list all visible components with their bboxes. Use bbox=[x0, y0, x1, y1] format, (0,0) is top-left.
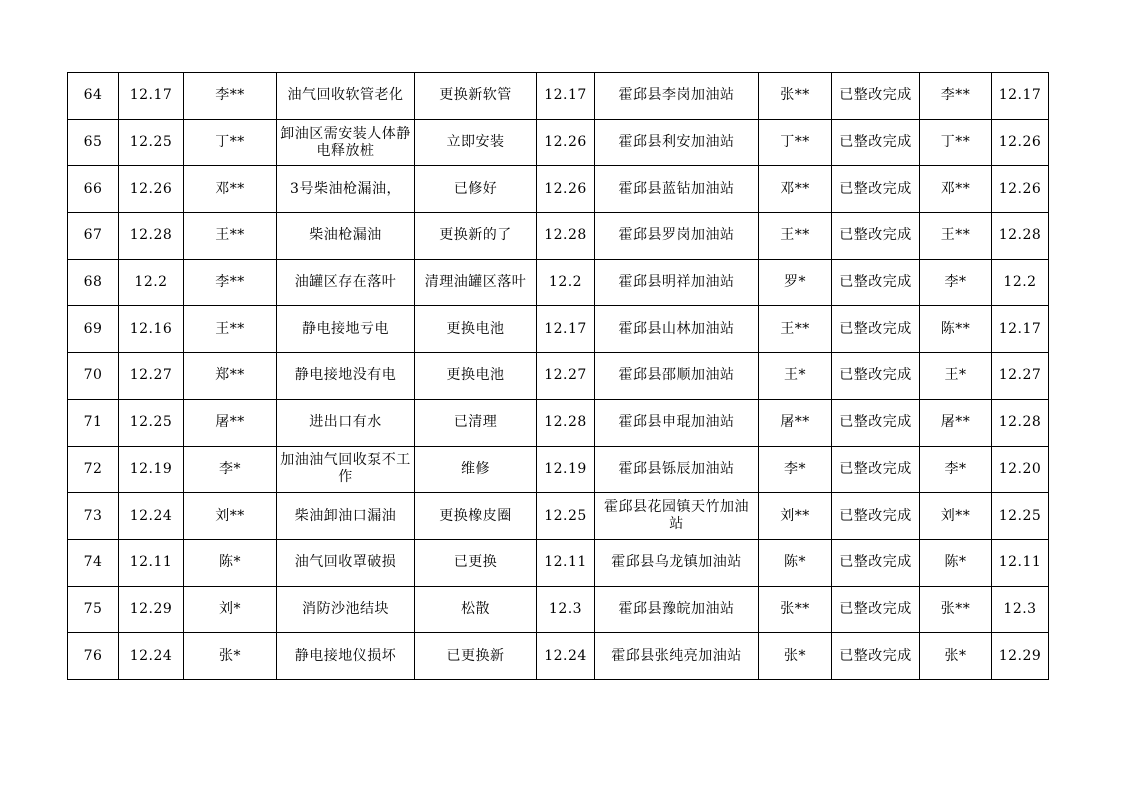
verify-date-cell: 12.28 bbox=[992, 399, 1049, 446]
verify-date-cell: 12.25 bbox=[992, 493, 1049, 540]
found-date-cell: 12.17 bbox=[119, 73, 184, 120]
verify-date-cell: 12.17 bbox=[992, 73, 1049, 120]
verifier-cell: 王* bbox=[920, 353, 992, 400]
status-cell: 已整改完成 bbox=[832, 539, 920, 586]
verifier-cell: 丁** bbox=[920, 119, 992, 166]
status-cell: 已整改完成 bbox=[832, 633, 920, 680]
finder-cell: 郑** bbox=[184, 353, 277, 400]
issue-cell: 卸油区需安装人体静电释放桩 bbox=[277, 119, 415, 166]
row-number-cell: 68 bbox=[68, 259, 119, 306]
found-date-cell: 12.24 bbox=[119, 493, 184, 540]
action-cell: 立即安装 bbox=[415, 119, 537, 166]
status-cell: 已整改完成 bbox=[832, 259, 920, 306]
status-cell: 已整改完成 bbox=[832, 166, 920, 213]
issue-cell: 油气回收软管老化 bbox=[277, 73, 415, 120]
action-cell: 更换电池 bbox=[415, 353, 537, 400]
station-cell: 霍邱县乌龙镇加油站 bbox=[595, 539, 759, 586]
verify-date-cell: 12.20 bbox=[992, 446, 1049, 493]
fix-date-cell: 12.17 bbox=[537, 306, 595, 353]
finder-cell: 张* bbox=[184, 633, 277, 680]
verifier-cell: 刘** bbox=[920, 493, 992, 540]
station-cell: 霍邱县李岗加油站 bbox=[595, 73, 759, 120]
table-row bbox=[68, 586, 1049, 633]
fix-date-cell: 12.28 bbox=[537, 399, 595, 446]
action-cell: 已更换 bbox=[415, 539, 537, 586]
action-cell: 更换新软管 bbox=[415, 73, 537, 120]
fix-date-cell: 12.26 bbox=[537, 166, 595, 213]
status-cell: 已整改完成 bbox=[832, 213, 920, 260]
finder-cell: 丁** bbox=[184, 119, 277, 166]
row-number-cell: 75 bbox=[68, 586, 119, 633]
issue-cell: 进出口有水 bbox=[277, 399, 415, 446]
finder-cell: 王** bbox=[184, 213, 277, 260]
table-row bbox=[68, 633, 1049, 680]
rectification-table bbox=[67, 72, 1049, 680]
station-cell: 霍邱县张纯亮加油站 bbox=[595, 633, 759, 680]
verify-date-cell: 12.2 bbox=[992, 259, 1049, 306]
fix-date-cell: 12.25 bbox=[537, 493, 595, 540]
finder-cell: 屠** bbox=[184, 399, 277, 446]
fix-date-cell: 12.2 bbox=[537, 259, 595, 306]
action-cell: 清理油罐区落叶 bbox=[415, 259, 537, 306]
finder-cell: 陈* bbox=[184, 539, 277, 586]
verify-date-cell: 12.27 bbox=[992, 353, 1049, 400]
row-number-cell: 72 bbox=[68, 446, 119, 493]
status-cell: 已整改完成 bbox=[832, 306, 920, 353]
status-cell: 已整改完成 bbox=[832, 399, 920, 446]
row-number-cell: 65 bbox=[68, 119, 119, 166]
row-number-cell: 70 bbox=[68, 353, 119, 400]
found-date-cell: 12.25 bbox=[119, 399, 184, 446]
issue-cell: 静电接地亏电 bbox=[277, 306, 415, 353]
handler-cell: 李* bbox=[759, 446, 832, 493]
station-cell: 霍邱县明祥加油站 bbox=[595, 259, 759, 306]
fix-date-cell: 12.17 bbox=[537, 73, 595, 120]
status-cell: 已整改完成 bbox=[832, 119, 920, 166]
fix-date-cell: 12.26 bbox=[537, 119, 595, 166]
row-number-cell: 69 bbox=[68, 306, 119, 353]
fix-date-cell: 12.11 bbox=[537, 539, 595, 586]
verifier-cell: 陈** bbox=[920, 306, 992, 353]
handler-cell: 王** bbox=[759, 213, 832, 260]
verify-date-cell: 12.28 bbox=[992, 213, 1049, 260]
action-cell: 更换橡皮圈 bbox=[415, 493, 537, 540]
found-date-cell: 12.19 bbox=[119, 446, 184, 493]
handler-cell: 张** bbox=[759, 73, 832, 120]
verify-date-cell: 12.11 bbox=[992, 539, 1049, 586]
handler-cell: 罗* bbox=[759, 259, 832, 306]
row-number-cell: 64 bbox=[68, 73, 119, 120]
row-number-cell: 66 bbox=[68, 166, 119, 213]
action-cell: 已修好 bbox=[415, 166, 537, 213]
verify-date-cell: 12.3 bbox=[992, 586, 1049, 633]
verifier-cell: 李** bbox=[920, 73, 992, 120]
table-row bbox=[68, 353, 1049, 400]
row-number-cell: 71 bbox=[68, 399, 119, 446]
handler-cell: 邓** bbox=[759, 166, 832, 213]
fix-date-cell: 12.19 bbox=[537, 446, 595, 493]
table-row bbox=[68, 259, 1049, 306]
issue-cell: 油罐区存在落叶 bbox=[277, 259, 415, 306]
verifier-cell: 屠** bbox=[920, 399, 992, 446]
station-cell: 霍邱县豫皖加油站 bbox=[595, 586, 759, 633]
handler-cell: 丁** bbox=[759, 119, 832, 166]
found-date-cell: 12.24 bbox=[119, 633, 184, 680]
table-row bbox=[68, 166, 1049, 213]
row-number-cell: 76 bbox=[68, 633, 119, 680]
fix-date-cell: 12.3 bbox=[537, 586, 595, 633]
row-number-cell: 67 bbox=[68, 213, 119, 260]
row-number-cell: 74 bbox=[68, 539, 119, 586]
table-row bbox=[68, 213, 1049, 260]
found-date-cell: 12.25 bbox=[119, 119, 184, 166]
row-number-cell: 73 bbox=[68, 493, 119, 540]
finder-cell: 刘* bbox=[184, 586, 277, 633]
issue-cell: 静电接地仪损坏 bbox=[277, 633, 415, 680]
finder-cell: 刘** bbox=[184, 493, 277, 540]
handler-cell: 张* bbox=[759, 633, 832, 680]
finder-cell: 李* bbox=[184, 446, 277, 493]
station-cell: 霍邱县花园镇天竹加油站 bbox=[595, 493, 759, 540]
verifier-cell: 李* bbox=[920, 446, 992, 493]
table-row bbox=[68, 119, 1049, 166]
verify-date-cell: 12.29 bbox=[992, 633, 1049, 680]
status-cell: 已整改完成 bbox=[832, 586, 920, 633]
fix-date-cell: 12.27 bbox=[537, 353, 595, 400]
action-cell: 松散 bbox=[415, 586, 537, 633]
handler-cell: 刘** bbox=[759, 493, 832, 540]
issue-cell: 3号柴油枪漏油， bbox=[277, 166, 415, 213]
action-cell: 已更换新 bbox=[415, 633, 537, 680]
station-cell: 霍邱县申琨加油站 bbox=[595, 399, 759, 446]
verifier-cell: 张* bbox=[920, 633, 992, 680]
finder-cell: 李** bbox=[184, 259, 277, 306]
found-date-cell: 12.29 bbox=[119, 586, 184, 633]
table-body bbox=[68, 73, 1049, 680]
table-row bbox=[68, 539, 1049, 586]
table-row bbox=[68, 306, 1049, 353]
verifier-cell: 李* bbox=[920, 259, 992, 306]
verifier-cell: 张** bbox=[920, 586, 992, 633]
rectification-table-container bbox=[67, 72, 1049, 680]
issue-cell: 加油油气回收泵不工作 bbox=[277, 446, 415, 493]
finder-cell: 王** bbox=[184, 306, 277, 353]
finder-cell: 邓** bbox=[184, 166, 277, 213]
found-date-cell: 12.26 bbox=[119, 166, 184, 213]
found-date-cell: 12.27 bbox=[119, 353, 184, 400]
verifier-cell: 王** bbox=[920, 213, 992, 260]
handler-cell: 王** bbox=[759, 306, 832, 353]
fix-date-cell: 12.24 bbox=[537, 633, 595, 680]
station-cell: 霍邱县罗岗加油站 bbox=[595, 213, 759, 260]
table-row bbox=[68, 493, 1049, 540]
issue-cell: 柴油枪漏油 bbox=[277, 213, 415, 260]
action-cell: 已清理 bbox=[415, 399, 537, 446]
verify-date-cell: 12.17 bbox=[992, 306, 1049, 353]
issue-cell: 油气回收罩破损 bbox=[277, 539, 415, 586]
status-cell: 已整改完成 bbox=[832, 493, 920, 540]
handler-cell: 王* bbox=[759, 353, 832, 400]
handler-cell: 张** bbox=[759, 586, 832, 633]
handler-cell: 屠** bbox=[759, 399, 832, 446]
action-cell: 更换新的了 bbox=[415, 213, 537, 260]
station-cell: 霍邱县利安加油站 bbox=[595, 119, 759, 166]
verifier-cell: 邓** bbox=[920, 166, 992, 213]
status-cell: 已整改完成 bbox=[832, 446, 920, 493]
issue-cell: 消防沙池结块 bbox=[277, 586, 415, 633]
issue-cell: 柴油卸油口漏油 bbox=[277, 493, 415, 540]
handler-cell: 陈* bbox=[759, 539, 832, 586]
found-date-cell: 12.28 bbox=[119, 213, 184, 260]
verify-date-cell: 12.26 bbox=[992, 166, 1049, 213]
found-date-cell: 12.16 bbox=[119, 306, 184, 353]
finder-cell: 李** bbox=[184, 73, 277, 120]
found-date-cell: 12.2 bbox=[119, 259, 184, 306]
status-cell: 已整改完成 bbox=[832, 353, 920, 400]
table-row bbox=[68, 73, 1049, 120]
table-row bbox=[68, 399, 1049, 446]
action-cell: 维修 bbox=[415, 446, 537, 493]
table-row bbox=[68, 446, 1049, 493]
status-cell: 已整改完成 bbox=[832, 73, 920, 120]
verify-date-cell: 12.26 bbox=[992, 119, 1049, 166]
station-cell: 霍邱县铄辰加油站 bbox=[595, 446, 759, 493]
issue-cell: 静电接地没有电 bbox=[277, 353, 415, 400]
station-cell: 霍邱县山林加油站 bbox=[595, 306, 759, 353]
station-cell: 霍邱县邵顺加油站 bbox=[595, 353, 759, 400]
action-cell: 更换电池 bbox=[415, 306, 537, 353]
verifier-cell: 陈* bbox=[920, 539, 992, 586]
station-cell: 霍邱县蓝钻加油站 bbox=[595, 166, 759, 213]
found-date-cell: 12.11 bbox=[119, 539, 184, 586]
fix-date-cell: 12.28 bbox=[537, 213, 595, 260]
